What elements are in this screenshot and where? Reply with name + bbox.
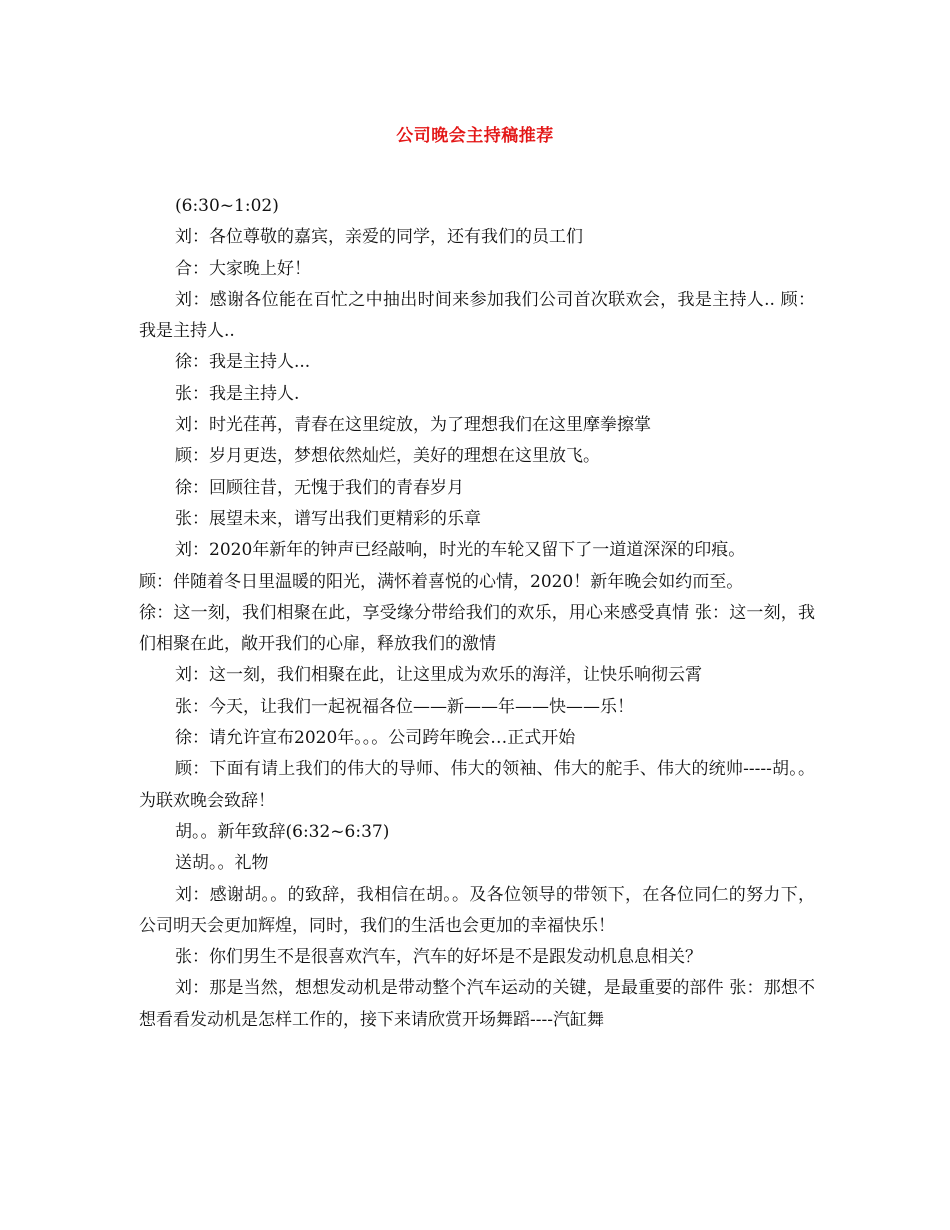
paragraph: 刘：感谢胡。。的致辞，我相信在胡。。及各位领导的带领下，在各位同仁的努力下，公司明天会更加辉煌，同时，我们的生活也会更加的幸福快乐！ (139, 884, 815, 936)
paragraph: 顾：下面有请上我们的伟大的导师、伟大的领袖、伟大的舵手、伟大的统帅-----胡。。为联欢晚会致辞！ (139, 759, 815, 811)
document-title: 公司晚会主持稿推荐 (396, 126, 554, 146)
paragraph: 顾：伴随着冬日里温暖的阳光，满怀着喜悦的心情，2020！新年晚会如约而至。 (139, 571, 744, 592)
paragraph: 刘：时光荏苒，青春在这里绽放，为了理想我们在这里摩拳擦掌 (175, 415, 651, 436)
paragraph: 徐：我是主持人... (175, 352, 311, 373)
script-body (139, 191, 815, 1036)
paragraph: 徐：请允许宣布2020年。。。公司跨年晚会…正式开始 (175, 728, 576, 749)
paragraph: 胡。。新年致辞(6:32~6:37) (175, 821, 390, 842)
paragraph: 徐：这一刻，我们相聚在此，享受缘分带给我们的欢乐，用心来感受真情 张：这一刻，我们相聚在此，敞开我们的心扉，释放我们的激情 (139, 602, 815, 655)
paragraph: 张：今天，让我们一起祝福各位——新——年——快——乐！ (175, 696, 634, 717)
paragraph: 张：展望未来，谱写出我们更精彩的乐章 (175, 508, 481, 529)
paragraph: 顾：岁月更迭，梦想依然灿烂，美好的理想在这里放飞。 (175, 446, 600, 467)
paragraph: 送胡。。礼物 (175, 853, 269, 874)
paragraph: 刘：那是当然，想想发动机是带动整个汽车运动的关键，是最重要的部件 张：那想不想看看发动机是怎样工作的，接下来请欣赏开场舞蹈----汽缸舞 (139, 978, 815, 1030)
paragraph: 刘：各位尊敬的嘉宾，亲爱的同学，还有我们的员工们 (175, 227, 583, 248)
paragraph: 张：你们男生不是很喜欢汽车，汽车的好坏是不是跟发动机息息相关？ (175, 947, 702, 968)
paragraph-time-range: (6:30~1:02) (175, 196, 279, 216)
paragraph: 合：大家晚上好！ (175, 258, 311, 279)
paragraph: 刘：2020年新年的钟声已经敲响，时光的车轮又留下了一道道深深的印痕。 (175, 540, 746, 561)
paragraph: 张：我是主持人. (175, 383, 300, 404)
paragraph: 刘：感谢各位能在百忙之中抽出时间来参加我们公司首次联欢会，我是主持人.. 顾：我是主持人.. (139, 289, 815, 342)
paragraph: 刘：这一刻，我们相聚在此，让这里成为欢乐的海洋，让快乐响彻云霄 (175, 665, 702, 686)
paragraph: 徐：回顾往昔，无愧于我们的青春岁月 (175, 477, 464, 498)
